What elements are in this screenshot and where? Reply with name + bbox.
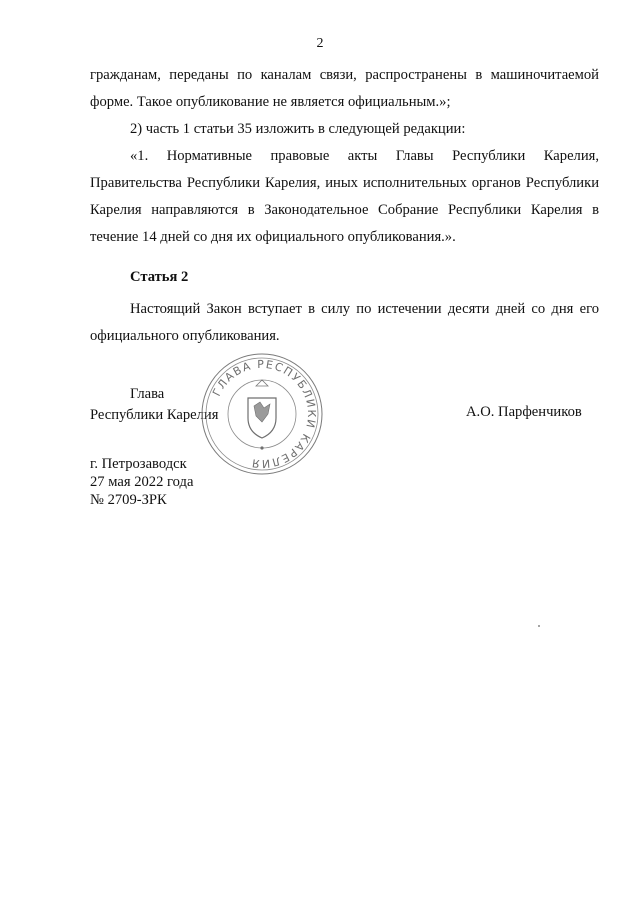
article-title: Статья 2 [130,269,189,285]
law-number: № 2709-ЗРК [90,492,167,508]
signatory-name: А.О. Парфенчиков [466,404,582,420]
official-seal-icon [200,352,324,476]
city: г. Петрозаводск [90,456,187,472]
paragraph-quoted-amendment: «1. Нормативные правовые акты Главы Республики Карелия, Правительства Республики Карелия, иных исполнительных органов Республики Карелия направляются в Законодательное Собрание Республики Карелия в течение 14 дней со дня их официального опубликования.». [90,148,599,245]
paragraph-item-2: 2) часть 1 статьи 35 изложить в следующей редакции: [130,121,466,137]
signatory-title-line2: Республики Карелия [90,407,219,423]
place-date-block [90,455,193,509]
stray-dot [538,625,540,627]
page-number: 2 [316,36,324,51]
paragraph-continuation: гражданам, переданы по каналам связи, распространены в машиночитаемой форме. Такое опубликование не является официальным.»; [90,67,599,110]
date: 27 мая 2022 года [90,474,194,490]
seal-text: ГЛАВА РЕСПУБЛИКИ КАРЕЛИЯ [210,357,319,471]
signatory-title-line1: Глава [130,386,165,402]
paragraph-entry-into-force: Настоящий Закон вступает в силу по истечении десяти дней со дня его официального опубликования. [90,301,599,344]
